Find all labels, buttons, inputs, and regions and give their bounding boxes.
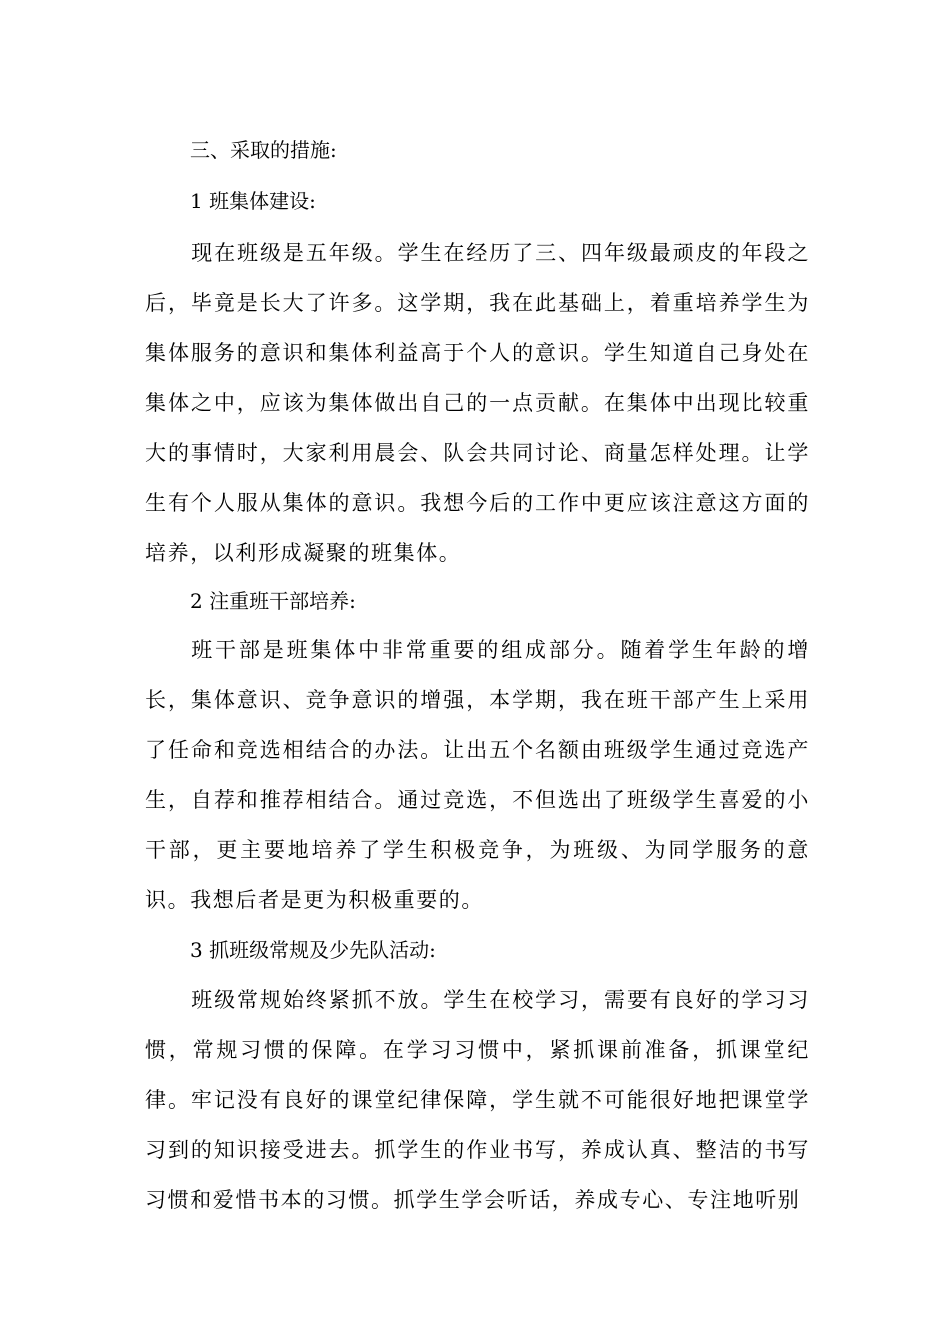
subsection-heading-2: 2 注重班干部培养: bbox=[190, 589, 356, 613]
subsection-body-1: 现在班级是五年级。学生在经历了三、四年级最顽皮的年段之后，毕竟是长大了许多。这学期，我在此基础上，着重培养学生为集体服务的意识和集体利益高于个人的意识。学生知道自己身处在集体之中，应该为集体做出自己的一点贡献。在集体中出现比较重大的事情时，大家利用晨会、队会共同讨论、商量怎样处理。让学生有个人服从集体的意识。我想今后的工作中更应该注意这方面的培养，以利形成凝聚的班集体。 bbox=[145, 241, 810, 565]
section-title: 三、采取的措施: bbox=[190, 138, 337, 162]
subsection-heading-3: 3 抓班级常规及少先队活动: bbox=[190, 938, 436, 962]
subsection-heading-1: 1 班集体建设: bbox=[190, 189, 316, 213]
subsection-body-3: 班级常规始终紧抓不放。学生在校学习，需要有良好的学习习惯，常规习惯的保障。在学习习惯中，紧抓课前准备，抓课堂纪律。牢记没有良好的课堂纪律保障，学生就不可能很好地把课堂学习到的知识接受进去。抓学生的作业书写，养成认真、整洁的书写习惯和爱惜书本的习惯。抓学生学会听话，养成专心、专注地听别 bbox=[145, 988, 810, 1212]
subsection-body-2: 班干部是班集体中非常重要的组成部分。随着学生年龄的增长，集体意识、竞争意识的增强，本学期，我在班干部产生上采用了任命和竞选相结合的办法。让出五个名额由班级学生通过竞选产生，自荐和推荐相结合。通过竞选，不但选出了班级学生喜爱的小干部，更主要地培养了学生积极竞争，为班级、为同学服务的意识。我想后者是更为积极重要的。 bbox=[145, 638, 810, 912]
